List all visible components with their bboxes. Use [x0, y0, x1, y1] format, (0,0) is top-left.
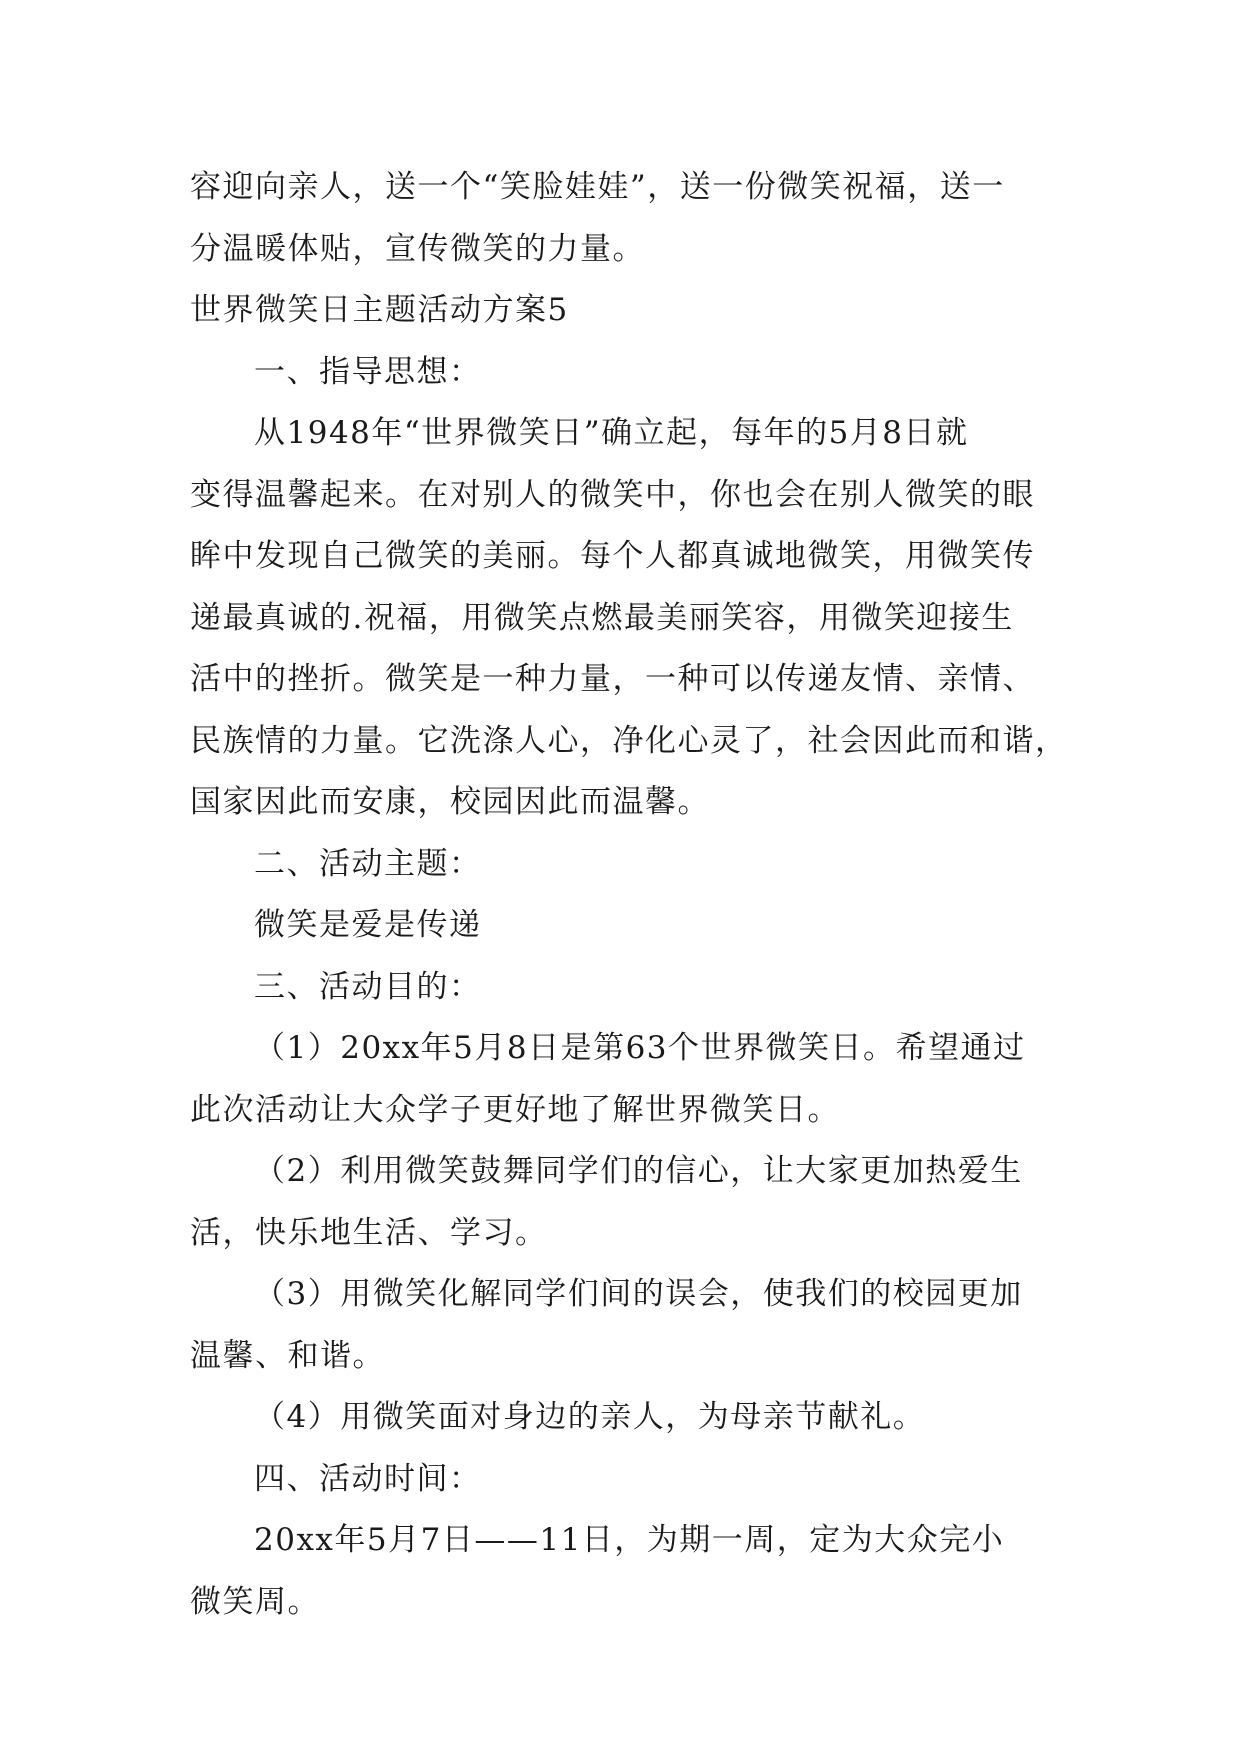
- list-item-line: 此次活动让大众学子更好地了解世界微笑日。: [190, 1091, 840, 1128]
- list-item-line: （1）20xx年5月8日是第63个世界微笑日。希望通过: [254, 1030, 1026, 1066]
- list-item-line: 活，快乐地生活、学习。: [190, 1214, 548, 1251]
- paragraph-line: 微笑周。: [190, 1583, 320, 1620]
- heading-activity-purpose: 三、活动目的：: [254, 968, 482, 1005]
- paragraph-line: 国家因此而安康，校园因此而温馨。: [190, 784, 710, 820]
- paragraph-line: 容迎向亲人，送一个“笑脸娃娃”，送一份微笑祝福，送一: [190, 169, 1005, 205]
- paragraph-line: 变得温馨起来。在对别人的微笑中，你也会在别人微笑的眼: [190, 476, 1035, 513]
- heading-activity-time: 四、活动时间：: [254, 1460, 482, 1497]
- paragraph-line: 递最真诚的.祝福，用微笑点燃最美丽笑容，用微笑迎接生: [190, 599, 1014, 636]
- paragraph-line: 分温暖体贴，宣传微笑的力量。: [190, 230, 645, 267]
- section-title: 世界微笑日主题活动方案5: [190, 292, 569, 328]
- document-body: [190, 157, 1068, 1633]
- paragraph-line: 活中的挫折。微笑是一种力量，一种可以传递友情、亲情、: [190, 661, 1035, 697]
- paragraph-line: 民族情的力量。它洗涤人心，净化心灵了，社会因此而和谐，: [190, 722, 1068, 759]
- paragraph-line: 眸中发现自己微笑的美丽。每个人都真诚地微笑，用微笑传: [190, 538, 1035, 574]
- paragraph-line: 从1948年“世界微笑日”确立起，每年的5月8日就: [254, 415, 969, 451]
- list-item-line: （2）利用微笑鼓舞同学们的信心，让大家更加热爱生: [254, 1153, 1023, 1189]
- heading-activity-theme: 二、活动主题：: [254, 845, 482, 882]
- heading-guiding-ideology: 一、指导思想：: [254, 353, 482, 390]
- list-item-line: （3）用微笑化解同学们间的误会，使我们的校园更加: [254, 1276, 1023, 1312]
- list-item-line: （4）用微笑面对身边的亲人，为母亲节献礼。: [254, 1399, 926, 1435]
- list-item-line: 温馨、和谐。: [190, 1337, 385, 1374]
- paragraph-line: 微笑是爱是传递: [254, 907, 482, 943]
- paragraph-line: 20xx年5月7日——11日，为期一周，定为大众完小: [254, 1522, 1005, 1558]
